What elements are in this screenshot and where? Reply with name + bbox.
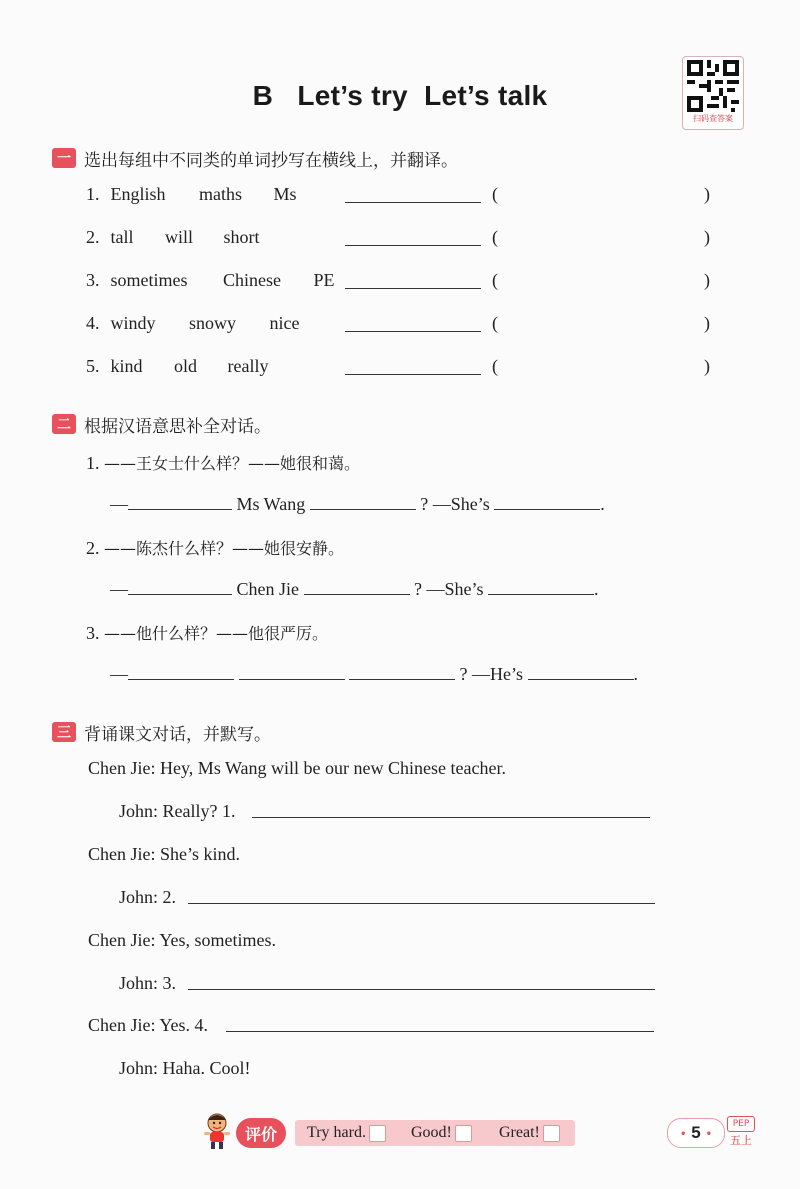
- word: old: [174, 356, 198, 376]
- name: Ms Wang: [236, 494, 306, 514]
- section-instruction: 选出每组中不同类的单词抄写在横线上，并翻译。: [84, 150, 458, 171]
- section-badge: 一: [52, 148, 76, 168]
- answer-blank[interactable]: [488, 578, 594, 595]
- list-item: [86, 313, 299, 334]
- question-mark: ?: [459, 664, 468, 684]
- answer-start: —She’s: [432, 494, 490, 514]
- period: .: [633, 664, 638, 684]
- dialogue-prompt: [86, 621, 328, 644]
- close-paren: ): [704, 184, 710, 204]
- answer-blank[interactable]: [345, 229, 481, 246]
- answer-blank[interactable]: [345, 358, 481, 375]
- answer-blank[interactable]: [528, 663, 634, 680]
- dialogue-line: [119, 801, 235, 822]
- dialogue-prompt: [86, 536, 344, 559]
- close-paren: ): [704, 270, 710, 290]
- dialogue-answer-line: [110, 663, 638, 685]
- close-paren: ): [704, 356, 710, 376]
- evaluation-label: 评价: [236, 1118, 286, 1148]
- open-paren: (: [492, 313, 498, 333]
- dialogue-line: Chen Jie: She’s kind.: [88, 844, 240, 864]
- dialogue-prompt: [86, 451, 360, 474]
- answer-blank[interactable]: [345, 315, 481, 332]
- answer-blank[interactable]: [494, 493, 600, 510]
- dialogue-line: John: Haha. Cool!: [119, 1058, 251, 1078]
- qr-code-icon: [687, 60, 739, 112]
- section-instruction: 背诵课文对话，并默写。: [84, 724, 271, 745]
- eval-option-label: Great!: [499, 1124, 540, 1141]
- dialogue-text: John: 2.: [119, 887, 177, 907]
- dialogue-answer-line: [110, 578, 599, 600]
- page-title: B Let’s try Let’s talk: [252, 80, 548, 111]
- edition-badge: PEP: [727, 1116, 755, 1132]
- dialogue-line: [119, 973, 176, 994]
- period: .: [600, 494, 605, 514]
- word: nice: [269, 313, 300, 333]
- eval-option-label: Try hard.: [307, 1124, 366, 1141]
- item-number: 2.: [86, 538, 100, 558]
- word: kind: [110, 356, 143, 376]
- grade-label: 五上: [730, 1134, 752, 1147]
- list-item: [86, 184, 297, 205]
- answer-blank[interactable]: [349, 663, 455, 680]
- dot-icon: •: [706, 1126, 711, 1140]
- answer-blank[interactable]: [304, 578, 410, 595]
- chinese-prompt: ——他什么样？——他很严厉。: [104, 624, 329, 643]
- eval-checkbox[interactable]: [369, 1125, 386, 1142]
- word: maths: [199, 184, 242, 204]
- open-paren: (: [492, 184, 498, 204]
- dialogue-line: Chen Jie: Hey, Ms Wang will be our new Chinese teacher.: [88, 758, 506, 778]
- list-item: [86, 356, 268, 377]
- answer-blank[interactable]: [188, 887, 655, 904]
- close-paren: ): [704, 227, 710, 247]
- eval-checkbox[interactable]: [455, 1125, 472, 1142]
- section-1-header: [52, 146, 458, 170]
- question-mark: ?: [414, 579, 422, 599]
- eval-option[interactable]: [499, 1124, 560, 1142]
- dialogue-answer-line: [110, 493, 605, 515]
- name: Chen Jie: [236, 579, 299, 599]
- answer-blank[interactable]: [239, 663, 345, 680]
- word: will: [165, 227, 194, 247]
- dialogue-text: John: 3.: [119, 973, 177, 993]
- word: English: [110, 184, 166, 204]
- answer-blank[interactable]: [226, 1015, 654, 1032]
- section-instruction: 根据汉语意思补全对话。: [84, 416, 271, 437]
- period: .: [594, 579, 599, 599]
- section-badge: 二: [52, 414, 76, 434]
- word: PE: [313, 270, 335, 290]
- dot-icon: •: [681, 1126, 686, 1140]
- chinese-prompt: ——王女士什么样？——她很和蔼。: [104, 454, 361, 473]
- question-mark: ?: [420, 494, 429, 514]
- answer-blank[interactable]: [128, 663, 234, 680]
- item-number: 3.: [86, 270, 100, 290]
- answer-blank[interactable]: [252, 801, 650, 818]
- word: really: [227, 356, 269, 376]
- open-paren: (: [492, 227, 498, 247]
- page-number: [667, 1118, 725, 1148]
- dialogue-text: Chen Jie: Yes. 4.: [88, 1015, 209, 1035]
- answer-blank[interactable]: [128, 493, 232, 510]
- eval-option[interactable]: [307, 1124, 386, 1142]
- word: windy: [110, 313, 156, 333]
- page-number-value: 5: [691, 1123, 701, 1142]
- word: snowy: [189, 313, 237, 333]
- item-number: 1.: [86, 453, 100, 473]
- qr-caption: 扫码查答案: [693, 114, 733, 123]
- section-2-header: [52, 412, 271, 436]
- answer-blank[interactable]: [345, 272, 481, 289]
- dialogue-line: [88, 1015, 208, 1036]
- answer-blank[interactable]: [345, 186, 481, 203]
- dialogue-line: Chen Jie: Yes, sometimes.: [88, 930, 277, 950]
- dash: —: [110, 579, 128, 599]
- answer-blank[interactable]: [188, 973, 655, 990]
- answer-blank[interactable]: [310, 493, 416, 510]
- open-paren: (: [492, 270, 498, 290]
- dialogue-text: John: Really? 1.: [119, 801, 236, 821]
- word: sometimes: [110, 270, 188, 290]
- word: Chinese: [223, 270, 281, 290]
- list-item: [86, 227, 260, 248]
- word: short: [223, 227, 260, 247]
- section-badge: 三: [52, 722, 76, 742]
- dash: —: [110, 494, 128, 514]
- close-paren: ): [704, 313, 710, 333]
- answer-start: —He’s: [472, 664, 523, 684]
- chinese-prompt: ——陈杰什么样？——她很安静。: [104, 539, 345, 558]
- dialogue-line: [119, 887, 176, 908]
- qr-code[interactable]: [682, 56, 744, 130]
- eval-option[interactable]: [411, 1124, 472, 1142]
- mascot-icon: [200, 1112, 234, 1150]
- eval-checkbox[interactable]: [543, 1125, 560, 1142]
- item-number: 5.: [86, 356, 100, 376]
- item-number: 4.: [86, 313, 100, 333]
- answer-start: —She’s: [426, 579, 484, 599]
- word: tall: [110, 227, 134, 247]
- dash: —: [110, 664, 128, 684]
- list-item: [86, 270, 335, 291]
- answer-blank[interactable]: [128, 578, 232, 595]
- item-number: 2.: [86, 227, 100, 247]
- eval-option-label: Good!: [411, 1124, 452, 1141]
- open-paren: (: [492, 356, 498, 376]
- section-3-header: [52, 720, 271, 744]
- item-number: 1.: [86, 184, 100, 204]
- item-number: 3.: [86, 623, 100, 643]
- word: Ms: [273, 184, 297, 204]
